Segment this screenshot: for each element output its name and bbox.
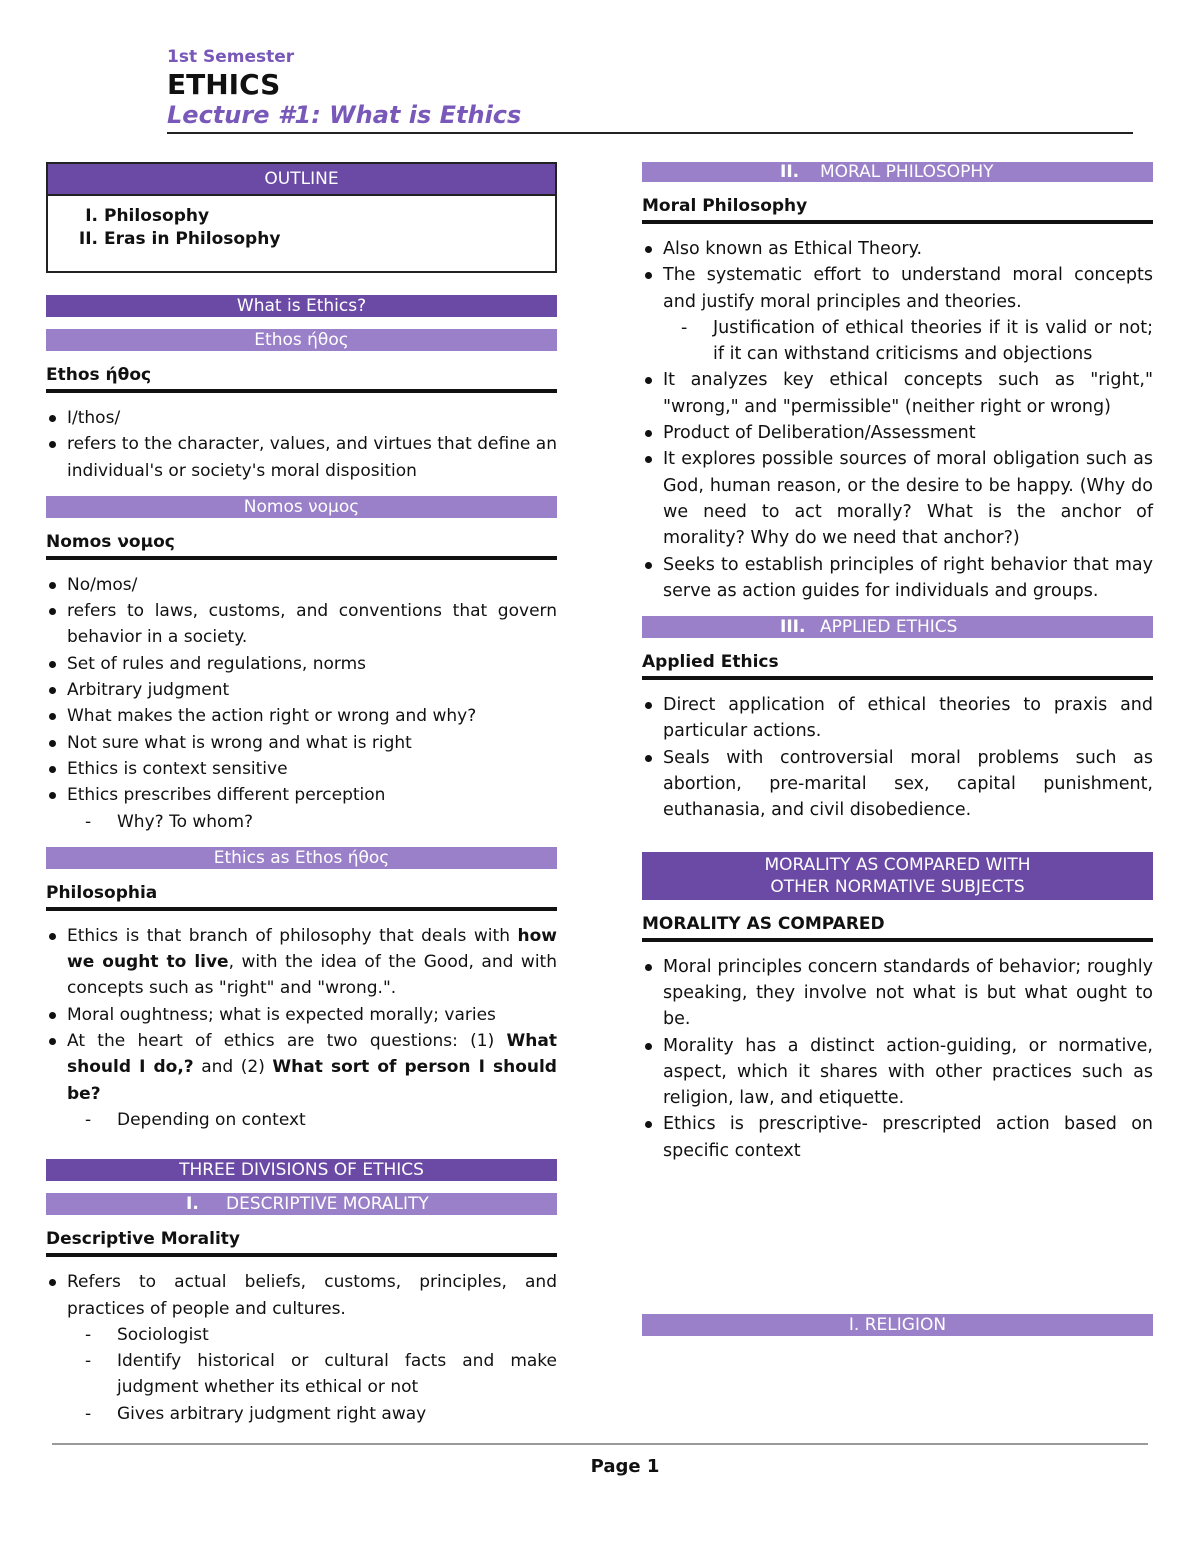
banner-three-divisions: THREE DIVISIONS OF ETHICS xyxy=(46,1159,557,1181)
outline-list xyxy=(48,196,555,271)
outline-item-number: I. xyxy=(85,206,98,226)
outline-title: OUTLINE xyxy=(48,164,555,196)
outline-item xyxy=(48,205,555,228)
list-item: refers to laws, customs, and conventions that govern behavior in a society. xyxy=(46,598,557,651)
outline-item-label: Philosophy xyxy=(104,206,210,226)
list-item: Product of Deliberation/Assessment xyxy=(642,420,1153,446)
text-run: Ethics is that branch of philosophy that deals with xyxy=(67,925,518,946)
ethos-list xyxy=(46,405,557,484)
text-run: , with the idea of the Good, and with concepts such as "right" and "wrong.". xyxy=(67,952,557,999)
list-item: Moral oughtness; what is expected morally; varies xyxy=(46,1002,557,1028)
list-item: It explores possible sources of moral obligation such as God, human reason, or the desire to be happy. (Why do we need to act morally? What is the anchor of morality? Why do we need that anchor?) xyxy=(642,446,1153,551)
banner-label: MORAL PHILOSOPHY xyxy=(820,162,994,182)
list-item: I/thos/ xyxy=(46,405,557,431)
list-subitem: - Identify historical or cultural facts and make judgment whether its ethical or not xyxy=(46,1348,557,1401)
banner-label: APPLIED ETHICS xyxy=(820,617,958,638)
footer-divider xyxy=(52,1443,1148,1445)
list-item: It analyzes key ethical concepts such as "right," "wrong," and "permissible" (neither right or wrong) xyxy=(642,367,1153,420)
morality-compared-list xyxy=(642,954,1153,1164)
banner-religion: I. RELIGION xyxy=(642,1314,1153,1336)
list-item: Refers to actual beliefs, customs, principles, and practices of people and cultures. xyxy=(46,1269,557,1322)
outline-item xyxy=(48,228,555,251)
list-item xyxy=(46,923,557,1002)
list-subitem: - Gives arbitrary judgment right away xyxy=(46,1401,557,1427)
list-item: Also known as Ethical Theory. xyxy=(642,236,1153,262)
banner-moral-philosophy xyxy=(642,162,1153,182)
banner-number: II. xyxy=(780,162,800,182)
list-item: Direct application of ethical theories to praxis and particular actions. xyxy=(642,692,1153,745)
list-item: What makes the action right or wrong and why? xyxy=(46,703,557,729)
section-title-applied-ethics: Applied Ethics xyxy=(642,650,1153,680)
list-item: No/mos/ xyxy=(46,572,557,598)
list-item: Set of rules and regulations, norms xyxy=(46,651,557,677)
descriptive-list xyxy=(46,1269,557,1427)
section-title-ethos: Ethos ήθος xyxy=(46,363,557,393)
outline-item-label: Eras in Philosophy xyxy=(104,229,281,249)
outline-item-number: II. xyxy=(78,229,98,249)
text-run-bold: how we ought to live xyxy=(67,925,557,973)
list-item: refers to the character, values, and virtues that define an individual's or society's moral disposition xyxy=(46,431,557,484)
page-number: Page 1 xyxy=(590,1456,660,1477)
spacer xyxy=(46,1145,557,1159)
banner-applied-ethics xyxy=(642,616,1153,638)
section-title-morality-compared: MORALITY AS COMPARED xyxy=(642,912,1153,942)
banner-descriptive-morality xyxy=(46,1193,557,1215)
nomos-list xyxy=(46,572,557,835)
list-subitem: - Sociologist xyxy=(46,1322,557,1348)
course-title: ETHICS xyxy=(167,68,281,101)
banner-nomos: Nomos νομος xyxy=(46,496,557,518)
list-item: Ethics is prescriptive- prescripted action based on specific context xyxy=(642,1111,1153,1164)
banner-line: OTHER NORMATIVE SUBJECTS xyxy=(770,876,1025,897)
banner-label: DESCRIPTIVE MORALITY xyxy=(226,1194,429,1215)
semester-label: 1st Semester xyxy=(167,47,295,67)
moral-philosophy-list xyxy=(642,236,1153,604)
text-run: At the heart of ethics are two questions: (1) xyxy=(67,1031,507,1052)
left-column xyxy=(46,162,557,1439)
spacer xyxy=(642,836,1153,852)
section-title-descriptive: Descriptive Morality xyxy=(46,1227,557,1257)
document-header xyxy=(167,44,1133,134)
section-title-philosophia: Philosophia xyxy=(46,881,557,911)
text-run-bold: What sort of person I should be? xyxy=(67,1057,557,1104)
list-item: Morality has a distinct action-guiding, or normative, aspect, which it shares with other practices such as religion, law, and etiquette. xyxy=(642,1033,1153,1112)
list-item: Arbitrary judgment xyxy=(46,677,557,703)
list-subitem: - Justification of ethical theories if it is valid or not; if it can withstand criticisms and objections xyxy=(642,315,1153,368)
right-column xyxy=(642,162,1153,1348)
list-item: Not sure what is wrong and what is right xyxy=(46,730,557,756)
banner-line: MORALITY AS COMPARED WITH xyxy=(764,854,1031,875)
list-item: Ethics prescribes different perception xyxy=(46,782,557,808)
section-title-nomos: Nomos νομος xyxy=(46,530,557,560)
list-item: Seeks to establish principles of right behavior that may serve as action guides for individuals and groups. xyxy=(642,552,1153,605)
text-run: and (2) xyxy=(193,1057,273,1078)
list-item: Ethics is context sensitive xyxy=(46,756,557,782)
list-subitem: - Depending on context xyxy=(46,1107,557,1133)
banner-morality-compared xyxy=(642,852,1153,900)
spacer xyxy=(642,1176,1153,1314)
banner-number: I. xyxy=(186,1194,199,1215)
outline-box xyxy=(46,162,557,273)
philosophia-list xyxy=(46,923,557,1133)
list-item xyxy=(46,1028,557,1107)
section-title-moral-philosophy: Moral Philosophy xyxy=(642,194,1153,224)
list-item: Seals with controversial moral problems such as abortion, pre-marital sex, capital punishment, euthanasia, and civil disobedience. xyxy=(642,745,1153,824)
applied-ethics-list xyxy=(642,692,1153,823)
list-item: Moral principles concern standards of behavior; roughly speaking, they involve not what is but what ought to be. xyxy=(642,954,1153,1033)
banner-what-is-ethics: What is Ethics? xyxy=(46,295,557,317)
list-subitem: - Why? To whom? xyxy=(46,809,557,835)
list-item: The systematic effort to understand moral concepts and justify moral principles and theories. xyxy=(642,262,1153,315)
banner-ethos: Ethos ήθος xyxy=(46,329,557,351)
lecture-title: Lecture #1: What is Ethics xyxy=(167,100,1133,134)
banner-number: III. xyxy=(780,617,806,638)
banner-ethics-as-ethos: Ethics as Ethos ήθος xyxy=(46,847,557,869)
text-run-bold: What should I do,? xyxy=(67,1031,557,1078)
